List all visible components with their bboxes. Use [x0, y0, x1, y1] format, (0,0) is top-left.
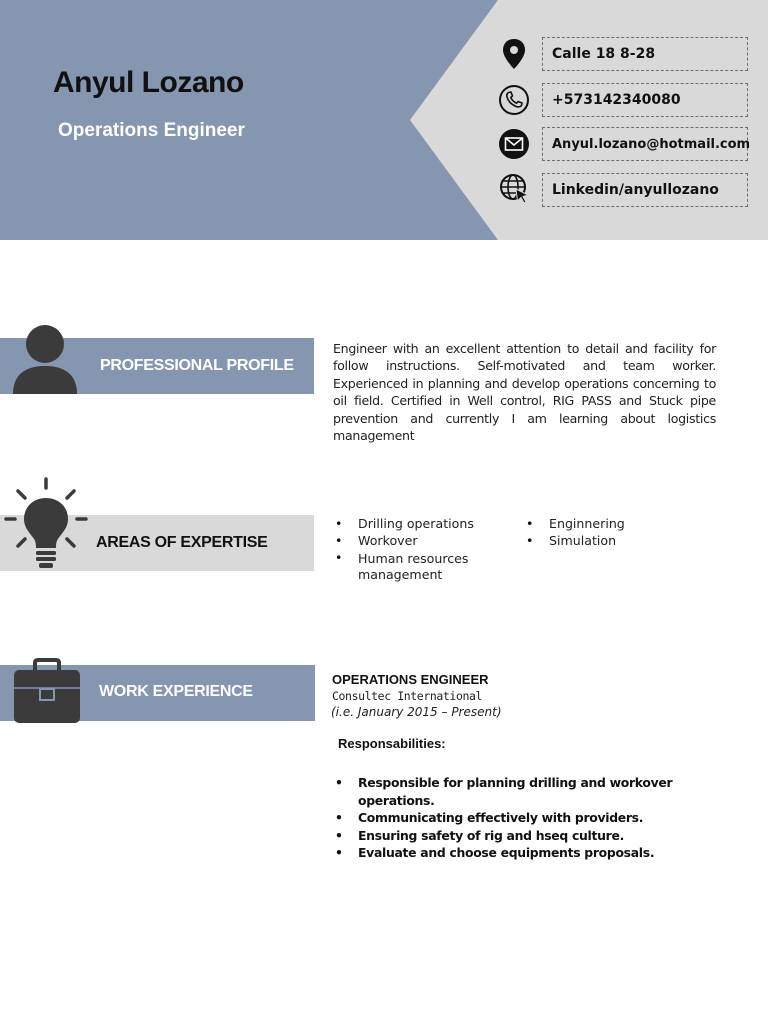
expertise-item: • Human resources management — [333, 550, 493, 583]
address-text: Calle 18 8-28 — [552, 46, 656, 62]
expertise-section-title: AREAS OF EXPERTISE — [96, 534, 268, 551]
email-field[interactable] — [542, 127, 751, 161]
responsibility-item: • Ensuring safety of rig and hseq culture. — [333, 827, 733, 845]
linkedin-text[interactable]: Linkedin/anyullozano — [552, 182, 719, 198]
responsibilities-list — [333, 774, 733, 862]
envelope-icon — [498, 128, 530, 160]
candidate-role: Operations Engineer — [58, 120, 245, 141]
company-name: Consultec International — [332, 689, 483, 703]
globe-cursor-icon — [498, 172, 530, 204]
phone-field — [542, 83, 748, 117]
location-pin-icon — [498, 38, 530, 70]
address-field — [542, 37, 748, 71]
expertise-item: • Workover — [333, 532, 493, 549]
profile-summary: Engineer with an excellent attention to detail and facility for follow instructions. Self-motivated and team worker. Experienced in planning and develop operations concerning to oil field. Certified in Well control, RIG PASS and Stuck pipe prevention and currently I am learning about logistics management — [333, 341, 716, 444]
briefcase-icon — [13, 658, 81, 724]
phone-text: +573142340080 — [552, 92, 681, 108]
linkedin-field[interactable] — [542, 173, 748, 207]
responsibility-item: • Communicating effectively with providers. — [333, 809, 733, 827]
profile-section-title: PROFESSIONAL PROFILE — [100, 357, 294, 374]
responsibility-item: • Evaluate and choose equipments proposals. — [333, 844, 733, 862]
candidate-name: Anyul Lozano — [53, 66, 244, 99]
job-dates: (i.e. January 2015 – Present) — [331, 705, 502, 719]
phone-icon — [498, 84, 530, 116]
person-icon — [11, 323, 79, 395]
responsibilities-heading: Responsabilities: — [338, 736, 446, 751]
expertise-item: • Drilling operations — [333, 515, 493, 532]
email-text[interactable]: Anyul.lozano@hotmail.com — [552, 136, 751, 152]
work-section-title: WORK EXPERIENCE — [99, 683, 253, 700]
lightbulb-icon — [2, 476, 90, 572]
responsibility-item: • Responsible for planning drilling and workover operations. — [333, 774, 733, 809]
expertise-item: • Enginnering — [524, 515, 704, 532]
expertise-list-left — [333, 515, 493, 583]
job-title: OPERATIONS ENGINEER — [332, 672, 489, 687]
expertise-item: • Simulation — [524, 532, 704, 549]
expertise-list-right — [524, 515, 704, 550]
